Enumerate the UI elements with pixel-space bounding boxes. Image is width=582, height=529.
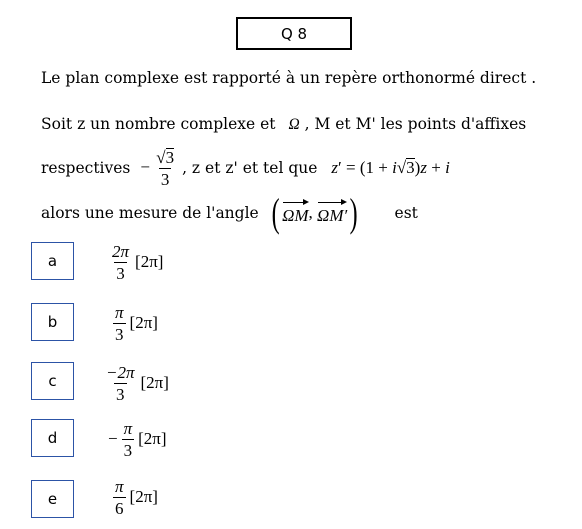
- statement-line-2: [41, 115, 526, 134]
- statement-line-3-mid: , z et z' et tel que: [182, 159, 318, 177]
- affix-fraction: √ 3 3: [156, 147, 175, 189]
- statement-line-2-text: Soit z un nombre complexe et: [41, 115, 276, 133]
- statement-line-4-text: alors une mesure de l'angle: [41, 204, 259, 222]
- angle-expression: ( ΩM , ΩM′ ): [271, 190, 358, 235]
- statement-line-4-rest: est: [394, 204, 418, 222]
- question-number: Q 8: [280, 24, 308, 43]
- option-d-letter: d: [47, 429, 58, 447]
- statement-line-3: [41, 145, 450, 191]
- affix-expression: − √ 3 3: [140, 147, 175, 189]
- option-c-button[interactable]: [31, 362, 74, 400]
- option-c-answer: $\frac{-2\pi}{3}$ [2π]: [106, 362, 169, 404]
- option-c-letter: c: [48, 372, 57, 390]
- vector-omega-m-prime: ΩM′: [317, 200, 347, 226]
- option-a-button[interactable]: [31, 242, 74, 280]
- statement-line-1: Le plan complexe est rapporté à un repère orthonormé direct .: [41, 69, 537, 87]
- option-b-letter: b: [47, 313, 58, 331]
- omega-symbol: Ω: [288, 116, 300, 133]
- option-d-answer: − $\frac{\pi}{3}$ [2π]: [108, 418, 167, 460]
- question-number-box: [236, 17, 352, 50]
- option-e-button[interactable]: [31, 480, 74, 518]
- relation-formula: z′ = (1 + i √ 3 )z + i: [331, 158, 450, 177]
- option-b-answer: $\frac{\pi}{3}$ [2π]: [115, 302, 158, 344]
- option-a-letter: a: [47, 252, 58, 270]
- statement-line-3-text: respectives: [41, 159, 131, 177]
- vector-omega-m: ΩM: [282, 200, 308, 226]
- statement-line-2-rest: , M et M' les points d'affixes: [304, 115, 527, 133]
- option-e-letter: e: [47, 490, 58, 508]
- statement-line-4: [41, 190, 418, 236]
- option-e-answer: $\frac{\pi}{6}$ [2π]: [115, 476, 158, 518]
- option-a-answer: $\frac{2\pi}{3}$ [2π]: [112, 241, 164, 283]
- option-b-button[interactable]: [31, 303, 74, 341]
- option-d-button[interactable]: [31, 419, 74, 457]
